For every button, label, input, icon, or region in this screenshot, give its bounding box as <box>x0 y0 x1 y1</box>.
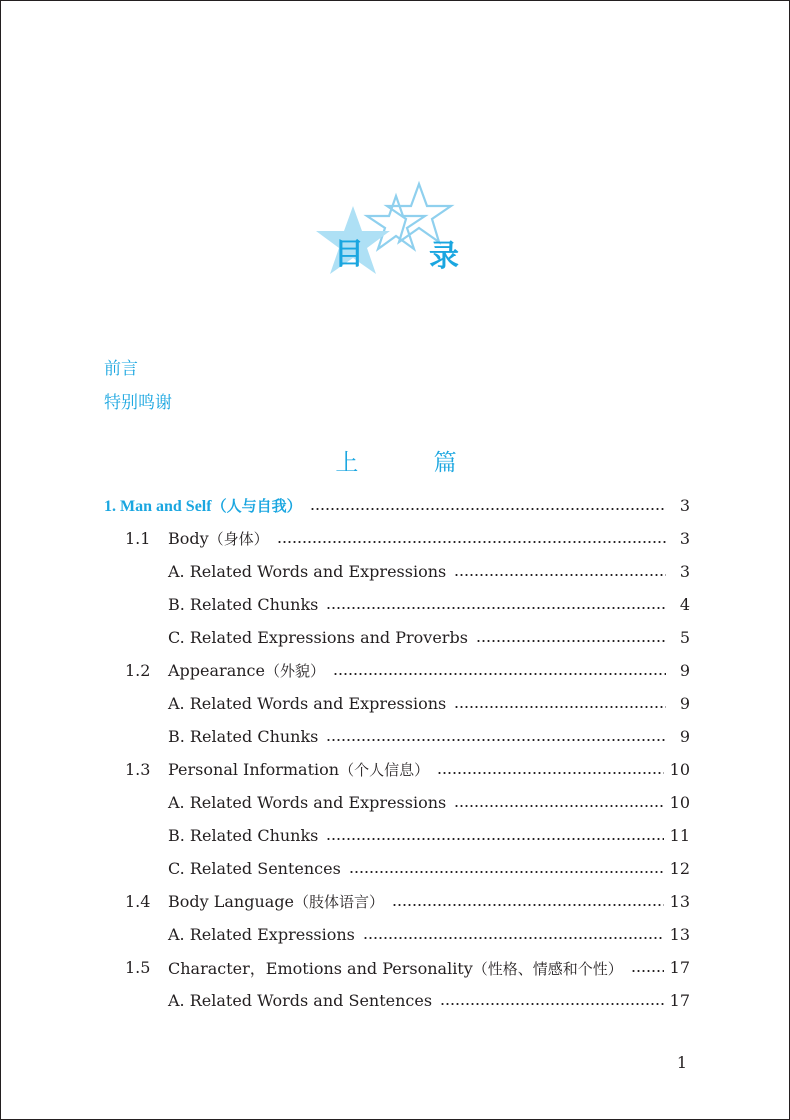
toc-entry[interactable] <box>168 986 690 1014</box>
toc-entry[interactable] <box>168 689 690 717</box>
toc-entry-page: 4 <box>679 594 690 614</box>
toc-entry-label <box>168 628 468 647</box>
toc-entry-title: Appearance <box>168 660 265 680</box>
toc-entry-title: A. Related Words and Expressions <box>168 693 447 713</box>
toc-entry-page: 3 <box>679 561 690 581</box>
toc-entry-title: A. Related Words and Sentences <box>168 990 433 1010</box>
toc-entry-page: 9 <box>679 693 690 713</box>
toc-entry-title-zh: （外貌） <box>264 661 325 680</box>
toc-entry-number: 1.5 <box>125 957 151 977</box>
toc-entry[interactable] <box>125 953 690 981</box>
toc-entry-page: 11 <box>669 825 690 845</box>
toc-entry-title-zh: （身体） <box>208 529 269 548</box>
dot-leader <box>437 763 664 775</box>
toc-entry-label <box>168 759 429 780</box>
toc-entry-title: Body <box>168 528 209 548</box>
toc-entry-title: 1. Man and Self <box>104 497 212 515</box>
toc-entry[interactable] <box>168 788 690 816</box>
toc-entry-title: A. Related Words and Expressions <box>168 792 447 812</box>
toc-entry[interactable] <box>125 656 690 684</box>
dot-leader <box>363 928 664 940</box>
toc-entry-label <box>168 891 384 912</box>
toc-entry-title: A. Related Expressions <box>168 924 355 944</box>
toc-entry-title: A. Related Words and Expressions <box>168 561 447 581</box>
toc-entry-page: 9 <box>679 726 690 746</box>
toc-entry-number: 1.2 <box>125 660 151 680</box>
toc-entry-title: Personal Information <box>168 759 340 779</box>
toc-entry-title-zh: （性格、情感和个性） <box>472 959 623 978</box>
toc-entry-page: 10 <box>669 792 690 812</box>
stars-icon <box>301 176 501 296</box>
toc-entry[interactable] <box>168 854 690 882</box>
toc-entry-title-zh: （人与自我） <box>211 496 302 515</box>
toc-entry[interactable] <box>125 887 690 915</box>
toc-entry-page: 13 <box>669 924 690 944</box>
toc-entry-label <box>168 562 446 581</box>
dot-leader <box>454 796 663 808</box>
toc-entry-label <box>168 727 318 746</box>
toc-entry-page: 17 <box>669 990 690 1010</box>
toc-entry-label <box>168 660 325 681</box>
toc-entry[interactable] <box>168 821 690 849</box>
toc-entry-label <box>168 595 318 614</box>
dot-leader <box>326 598 666 610</box>
part-heading: 上 篇 <box>335 450 491 476</box>
page-number: 1 <box>676 1053 687 1072</box>
toc-entry-title: B. Related Chunks <box>168 726 319 746</box>
toc-entry-title: C. Related Sentences <box>168 858 341 878</box>
toc-entry[interactable] <box>168 590 690 618</box>
toc-entry[interactable] <box>168 920 690 948</box>
toc-entry-title: Body Language <box>168 891 295 911</box>
front-matter-acknowledgements[interactable]: 特别鸣谢 <box>104 393 172 413</box>
toc-entry-title: B. Related Chunks <box>168 594 319 614</box>
toc-entry-title-zh: （肢体语言） <box>294 892 385 911</box>
toc-entry[interactable] <box>168 722 690 750</box>
toc-entry-page: 3 <box>679 495 690 515</box>
toc-entry-page: 5 <box>679 627 690 647</box>
toc-entry-page: 13 <box>669 891 690 911</box>
toc-entry-title: C. Related Expressions and Proverbs <box>168 627 468 647</box>
toc-entry-page: 9 <box>679 660 690 680</box>
dot-leader <box>349 862 664 874</box>
dot-leader <box>631 961 664 973</box>
toc-entry[interactable] <box>168 557 690 585</box>
title-char-2: 录 <box>429 239 459 274</box>
dot-leader <box>326 730 666 742</box>
toc-entry-label <box>168 528 269 549</box>
toc-entry-label <box>168 793 446 812</box>
toc-entry-page: 17 <box>669 957 690 977</box>
toc-entry-page: 3 <box>679 528 690 548</box>
dot-leader <box>454 697 666 709</box>
toc-entry-label <box>104 495 302 516</box>
toc-entry-title-zh: （个人信息） <box>339 760 430 779</box>
toc-entry-title: B. Related Chunks <box>168 825 319 845</box>
dot-leader <box>310 499 666 511</box>
toc-entry-label <box>168 991 432 1010</box>
front-matter-preface[interactable]: 前言 <box>104 359 138 379</box>
dot-leader <box>454 565 666 577</box>
toc-entry[interactable] <box>168 623 690 651</box>
toc-entry-number: 1.1 <box>125 528 151 548</box>
toc-entry-label <box>168 826 318 845</box>
toc-entry-label <box>168 859 341 878</box>
toc-title <box>301 176 501 296</box>
dot-leader <box>326 829 663 841</box>
dot-leader <box>277 532 666 544</box>
title-char-1: 目 <box>334 237 364 272</box>
toc-entry-page: 10 <box>669 759 690 779</box>
dot-leader <box>476 631 666 643</box>
toc-entry-page: 12 <box>669 858 690 878</box>
toc-entry-title: Character，Emotions and Personality <box>168 958 473 978</box>
toc-entry[interactable] <box>125 755 690 783</box>
toc-entry-label <box>168 694 446 713</box>
toc-entry-number: 1.3 <box>125 759 151 779</box>
toc-entry-label <box>168 925 355 944</box>
dot-leader <box>333 664 666 676</box>
toc-entry-label <box>168 956 623 979</box>
toc-entry[interactable] <box>125 524 690 552</box>
toc-entry[interactable] <box>104 491 690 519</box>
toc-entry-number: 1.4 <box>125 891 151 911</box>
dot-leader <box>392 895 664 907</box>
dot-leader <box>440 994 664 1006</box>
